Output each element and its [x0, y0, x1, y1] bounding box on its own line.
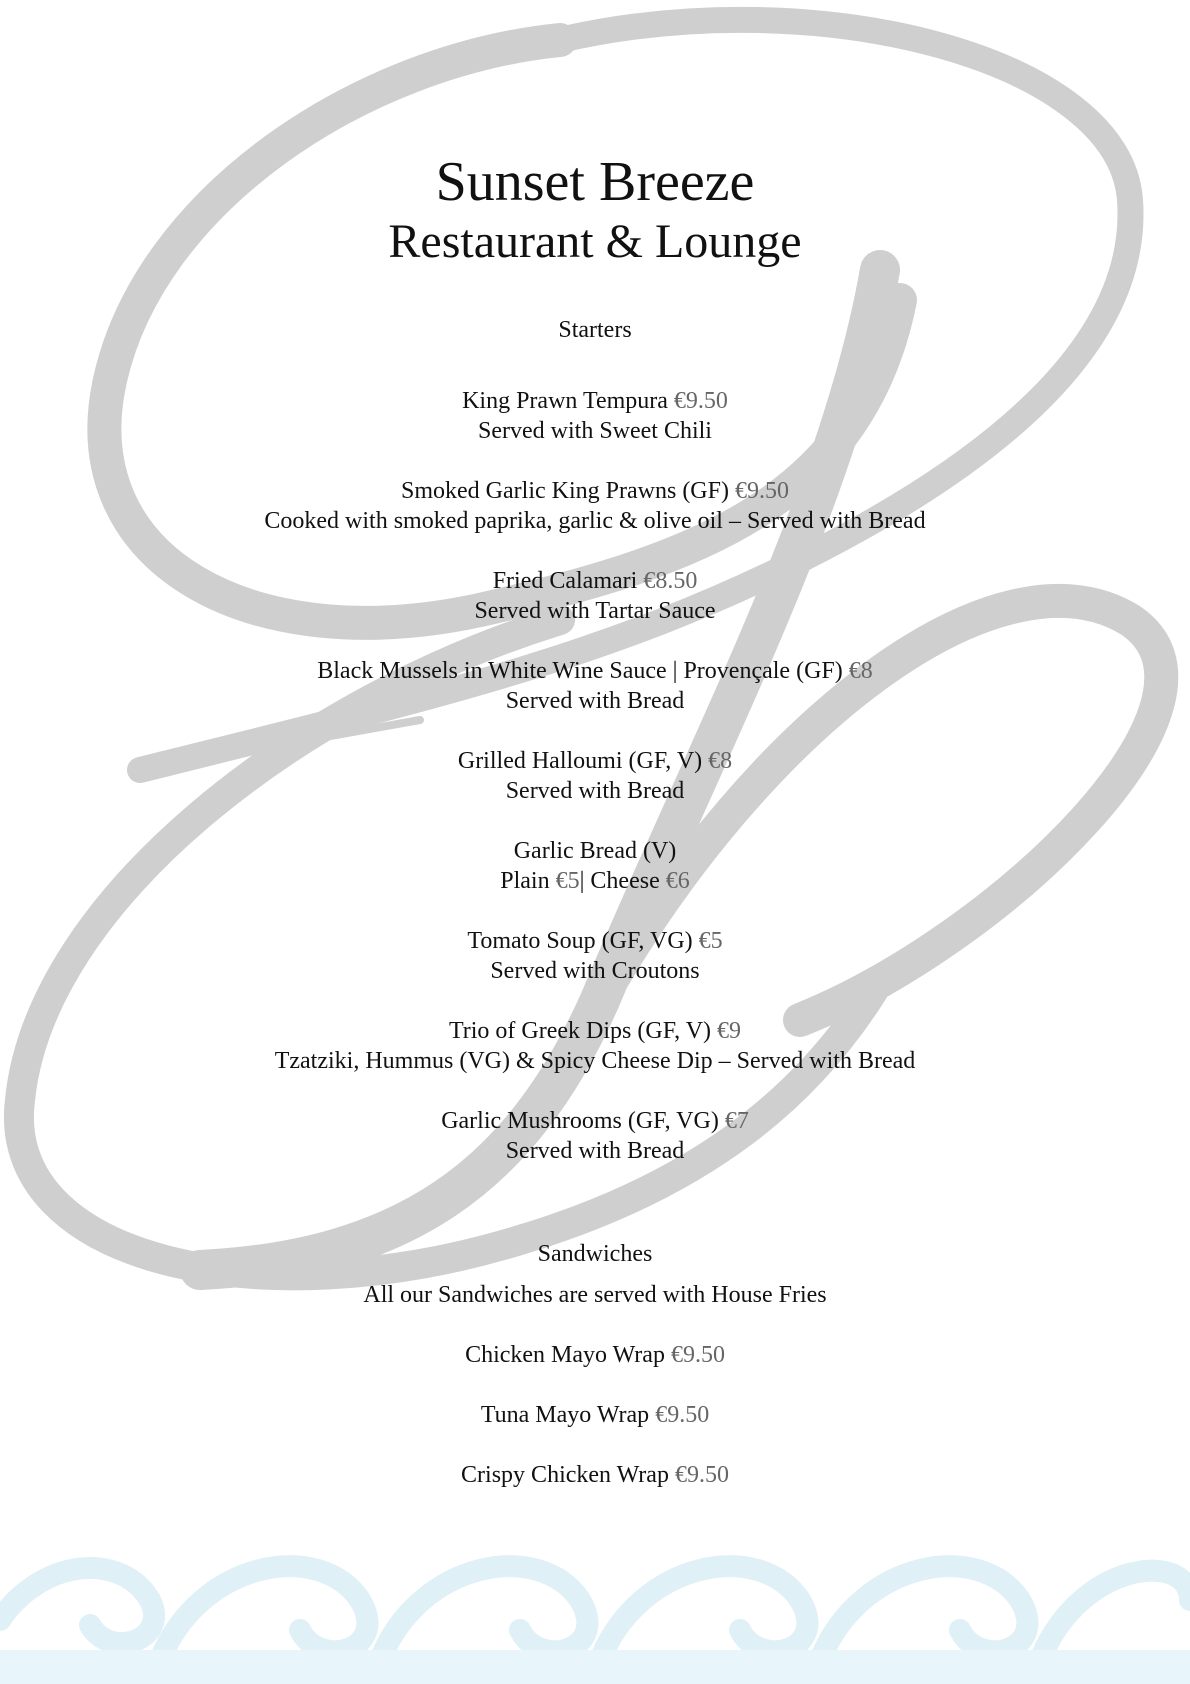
menu-item-name: Black Mussels in White Wine Sauce | Provençale (GF) €8: [317, 658, 873, 684]
menu-item-name: Crispy Chicken Wrap €9.50: [461, 1462, 729, 1488]
menu-item-price: €9: [717, 1018, 742, 1044]
menu-item-description: Served with Bread: [505, 1138, 685, 1164]
menu-item-name: Tomato Soup (GF, VG) €5: [467, 928, 723, 954]
menu-item-name: Smoked Garlic King Prawns (GF) €9.50: [401, 478, 789, 504]
menu-item-price: €9.50: [655, 1402, 710, 1428]
menu-item-price: €9.50: [674, 1462, 729, 1488]
menu-item-description: Served with Sweet Chili: [478, 418, 712, 444]
menu-item-price: €9.50: [673, 388, 728, 414]
menu-item-name: Tuna Mayo Wrap €9.50: [480, 1402, 710, 1428]
menu-item-description: Served with Bread: [505, 778, 685, 804]
menu-item-description: Tzatziki, Hummus (VG) & Spicy Cheese Dip – Served with Bread: [274, 1048, 916, 1074]
menu-item-description: Served with Tartar Sauce: [474, 598, 716, 624]
menu-item-name: Grilled Halloumi (GF, V) €8: [457, 748, 733, 774]
menu-item-price: €8: [708, 748, 733, 774]
menu-item-name: King Prawn Tempura €9.50: [462, 388, 728, 414]
menu-item-name: Garlic Bread (V): [513, 838, 677, 864]
menu-item-name: Fried Calamari €8.50: [492, 568, 698, 594]
menu-item-name: Garlic Mushrooms (GF, VG) €7: [441, 1108, 749, 1134]
section-heading-starters: Starters: [558, 317, 632, 343]
menu-item-options: Plain €5| Cheese €6: [500, 868, 690, 894]
menu-item-price: €9.50: [734, 478, 789, 504]
menu-item-price: €5: [555, 868, 580, 894]
menu-item-price: €6: [665, 868, 690, 894]
menu-item-name: Chicken Mayo Wrap €9.50: [465, 1342, 725, 1368]
menu-item-price: €5: [698, 928, 723, 954]
menu-item-price: €9.50: [670, 1342, 725, 1368]
menu-item-price: €8: [848, 658, 873, 684]
restaurant-name: Sunset Breeze: [435, 151, 755, 213]
menu-item-price: €7: [724, 1108, 749, 1134]
section-note: All our Sandwiches are served with House Fries: [363, 1282, 827, 1308]
menu-item-description: Served with Bread: [505, 688, 685, 714]
menu-item-price: €8.50: [643, 568, 698, 594]
menu-item-description: Cooked with smoked paprika, garlic & olive oil – Served with Bread: [264, 508, 926, 534]
section-heading-sandwiches: Sandwiches: [537, 1241, 653, 1267]
menu-item-description: Served with Croutons: [490, 958, 700, 984]
menu-item-name: Trio of Greek Dips (GF, V) €9: [448, 1018, 742, 1044]
wave-border: [0, 1566, 1190, 1660]
restaurant-subtitle: Restaurant & Lounge: [388, 215, 802, 268]
